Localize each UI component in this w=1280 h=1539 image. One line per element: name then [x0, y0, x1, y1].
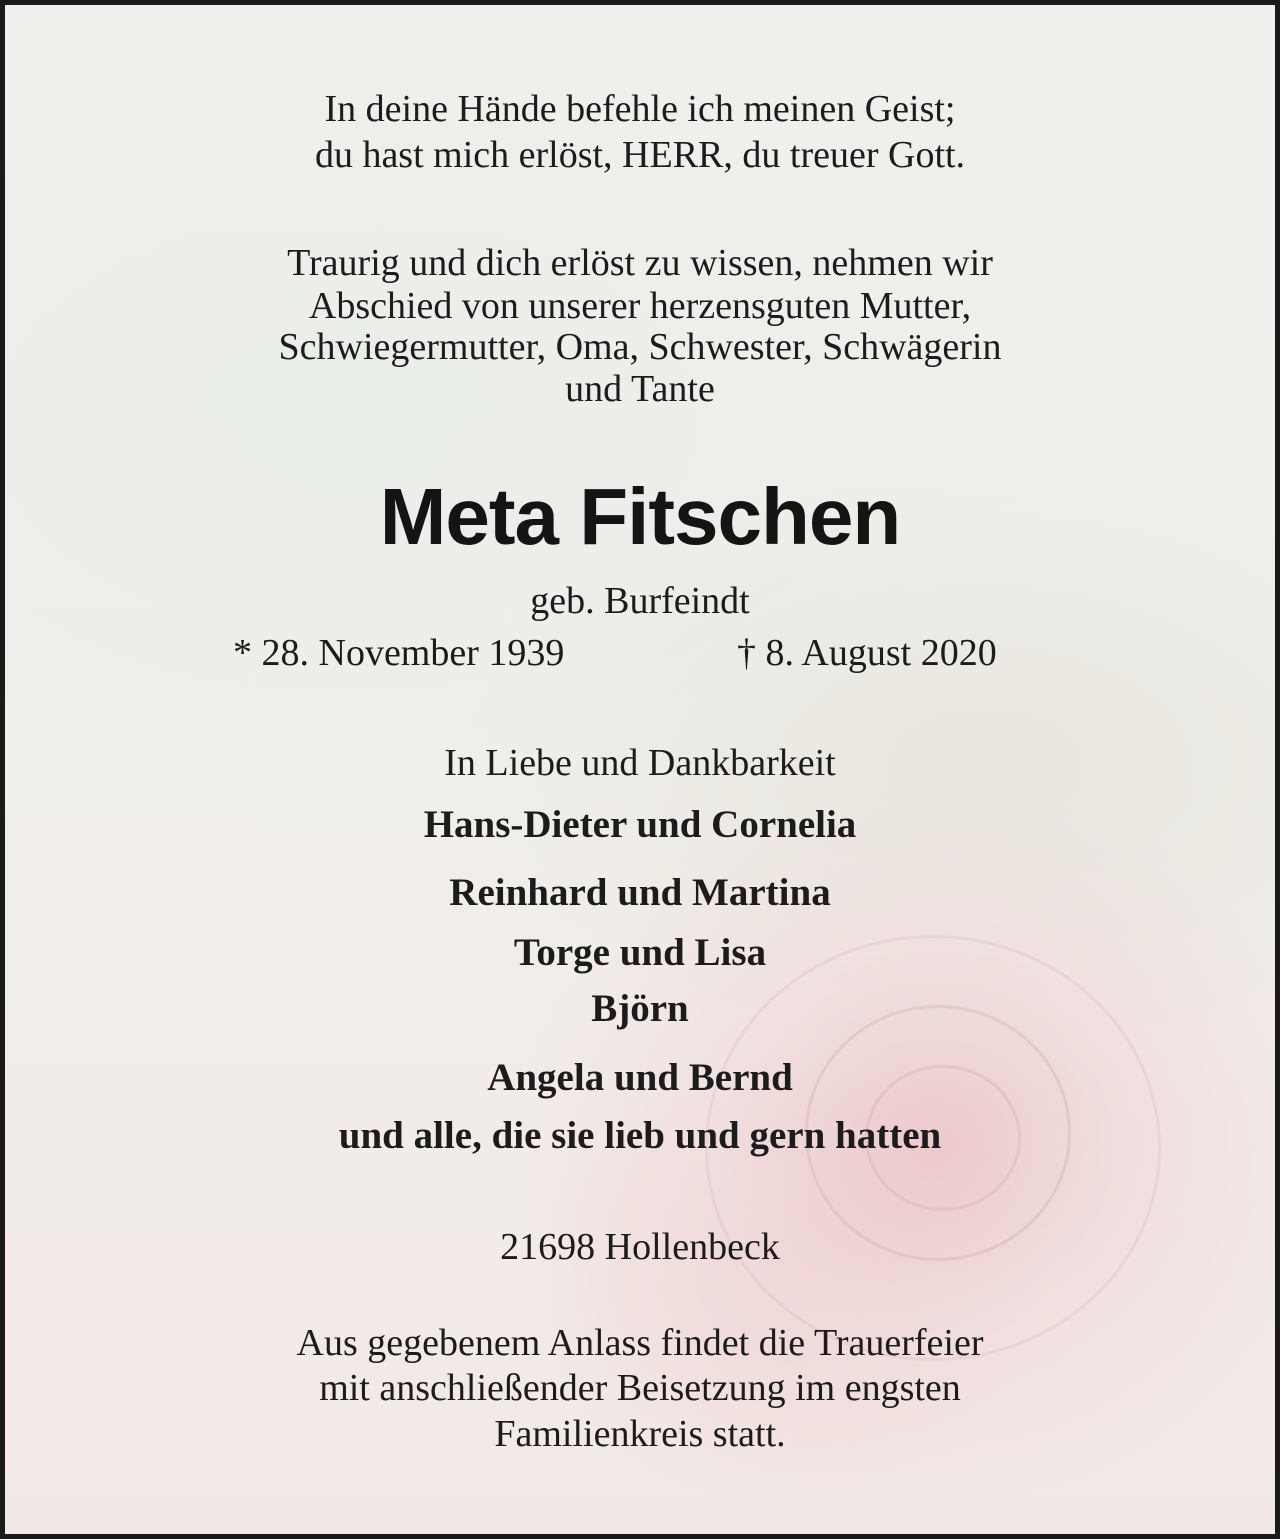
death-date: † 8. August 2020 — [737, 632, 997, 674]
birth-name: geb. Burfeindt — [530, 580, 750, 622]
mourner-name: und alle, die sie lieb und gern hatten — [338, 1114, 942, 1157]
mourners-intro: In Liebe und Dankbarkeit — [444, 742, 836, 784]
closing-line: Familienkreis statt. — [494, 1413, 786, 1455]
closing-line: Aus gegebenem Anlass findet die Trauerfeier — [296, 1322, 984, 1364]
verse-line: In deine Hände befehle ich meinen Geist; — [324, 88, 956, 130]
deceased-name: Meta Fitschen — [379, 472, 901, 561]
intro-line: Abschied von unserer herzensguten Mutter, — [308, 285, 972, 327]
intro-line: Schwiegermutter, Oma, Schwester, Schwägerin — [278, 326, 1002, 368]
mourner-name: Hans-Dieter und Cornelia — [423, 803, 857, 846]
mourner-name: Björn — [591, 987, 689, 1030]
mourner-name: Torge und Lisa — [513, 931, 767, 974]
birth-date: * 28. November 1939 — [233, 632, 565, 674]
intro-line: Traurig und dich erlöst zu wissen, nehmen wir — [287, 242, 993, 284]
mourner-name: Reinhard und Martina — [449, 871, 831, 914]
life-dates — [5, 631, 1275, 681]
location: 21698 Hollenbeck — [500, 1226, 780, 1268]
closing-line: mit anschließender Beisetzung im engsten — [319, 1367, 961, 1409]
verse-line: du hast mich erlöst, HERR, du treuer Gott. — [314, 134, 966, 176]
intro-line: und Tante — [565, 368, 715, 410]
mourner-name: Angela und Bernd — [487, 1056, 793, 1099]
